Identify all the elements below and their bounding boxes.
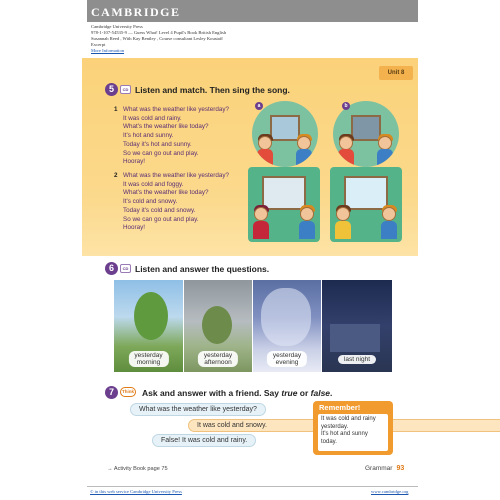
song-line: It's cold and snowy. — [123, 198, 178, 206]
website-link[interactable]: www.cambridge.org — [371, 489, 409, 494]
photo-last-night — [322, 280, 392, 372]
kid-face — [258, 136, 272, 150]
photo-caption: yesterday afternoon — [198, 351, 238, 367]
tree-icon — [134, 292, 168, 340]
page-number: 93 — [396, 465, 405, 472]
cd-icon: CD — [120, 85, 131, 94]
more-information-link[interactable]: More Information — [91, 48, 125, 53]
photo-caption: last night — [338, 355, 376, 364]
copyright-link[interactable]: © in this web service Cambridge University Press — [90, 489, 182, 494]
excerpt-line: Excerpt — [91, 42, 106, 47]
unit-badge: Unit 8 — [379, 66, 413, 80]
illustration-b-top — [333, 101, 399, 167]
kid-face — [378, 136, 392, 150]
brand-logo: CAMBRIDGE — [91, 5, 181, 19]
exercise-5-number: 5 — [105, 83, 118, 96]
exercise-6-title: Listen and answer the questions. — [135, 264, 270, 274]
remember-title: Remember! — [319, 403, 361, 412]
song-line: Today it's cold and snowy. — [123, 206, 196, 214]
speech-bubble-question: What was the weather like yesterday? — [130, 403, 266, 416]
remember-line: It's hot and sunny — [321, 431, 368, 437]
song-line: Today it's hot and sunny. — [123, 140, 192, 148]
song-verse-2 — [114, 172, 230, 233]
section-label: Grammar — [365, 465, 393, 472]
speech-bubble-answer: It was cold and snowy. — [188, 419, 500, 432]
divider — [87, 486, 418, 487]
song-line: Hooray! — [123, 224, 146, 232]
kid-body — [335, 221, 351, 239]
song-line: What's the weather like today? — [123, 123, 209, 131]
kid-body — [299, 221, 315, 239]
exercise-6-number: 6 — [105, 262, 118, 275]
window-rain — [270, 115, 300, 141]
song-line: So we can go out and play. — [123, 149, 199, 157]
song-line: It's hot and sunny. — [123, 132, 174, 140]
photo-morning — [114, 280, 183, 372]
activity-book-reference: → Activity Book page 75 — [107, 466, 168, 472]
remember-line: It was cold and rainy — [321, 416, 376, 422]
verse-2-number: 2 — [114, 172, 118, 179]
illustration-a-top — [252, 101, 318, 167]
photo-caption: yesterday evening — [267, 351, 307, 367]
kid-face — [297, 136, 311, 150]
song-line: What was the weather like yesterday? — [123, 172, 230, 179]
photo-evening — [253, 280, 321, 372]
remember-body — [318, 414, 388, 451]
kid-body — [338, 149, 354, 167]
exercise-5-title: Listen and match. Then sing the song. — [135, 85, 290, 95]
photo-afternoon — [184, 280, 252, 372]
photo-caption: yesterday morning — [128, 351, 168, 367]
kid-face — [300, 207, 314, 221]
exercise-7-number: 7 — [105, 386, 118, 399]
label-b: b — [342, 102, 350, 110]
song-line: Hooray! — [123, 158, 146, 166]
label-a: a — [255, 102, 263, 110]
song-line: What's the weather like today? — [123, 189, 209, 197]
song-line: It was cold and rainy. — [123, 114, 182, 122]
song-line: What was the weather like yesterday? — [123, 106, 230, 113]
cd-icon: CD — [120, 264, 131, 273]
verse-1-number: 1 — [114, 106, 118, 113]
kid-body — [296, 149, 312, 167]
kid-face — [382, 207, 396, 221]
snowy-tree-icon — [261, 288, 311, 346]
remember-line: yesterday. — [321, 423, 349, 430]
house-icon — [330, 324, 380, 352]
song-line: It was cold and foggy. — [123, 180, 184, 188]
window-fog — [351, 115, 381, 141]
window-sunny — [344, 176, 388, 210]
song-verse-1 — [114, 106, 230, 167]
speech-bubble-response: False! It was cold and rainy. — [152, 434, 256, 447]
kid-body — [253, 221, 269, 239]
publisher-line: Cambridge University Press — [91, 24, 143, 29]
think-badge: Think — [120, 387, 136, 397]
illustration-b-bottom — [330, 167, 402, 242]
isbn-line: 978-1-107-54535-9 — Guess What! Level 4 Pupil's Book British English — [91, 30, 227, 35]
window-snow — [262, 176, 306, 210]
song-line: So we can go out and play. — [123, 215, 199, 223]
exercise-7-title: Ask and answer with a friend. Say true or false. — [142, 388, 333, 398]
kid-body — [381, 221, 397, 239]
kid-body — [257, 149, 273, 167]
kid-face — [254, 207, 268, 221]
authors-line: Susannah Reed , With Kay Bentley , Course consultant Lesley Koustaff — [91, 36, 223, 41]
tree-icon — [202, 306, 232, 344]
illustration-a-bottom — [248, 167, 320, 242]
remember-line: today. — [321, 438, 337, 445]
kid-face — [336, 207, 350, 221]
kid-face — [339, 136, 353, 150]
page-footer — [365, 465, 404, 472]
kid-body — [377, 149, 393, 167]
